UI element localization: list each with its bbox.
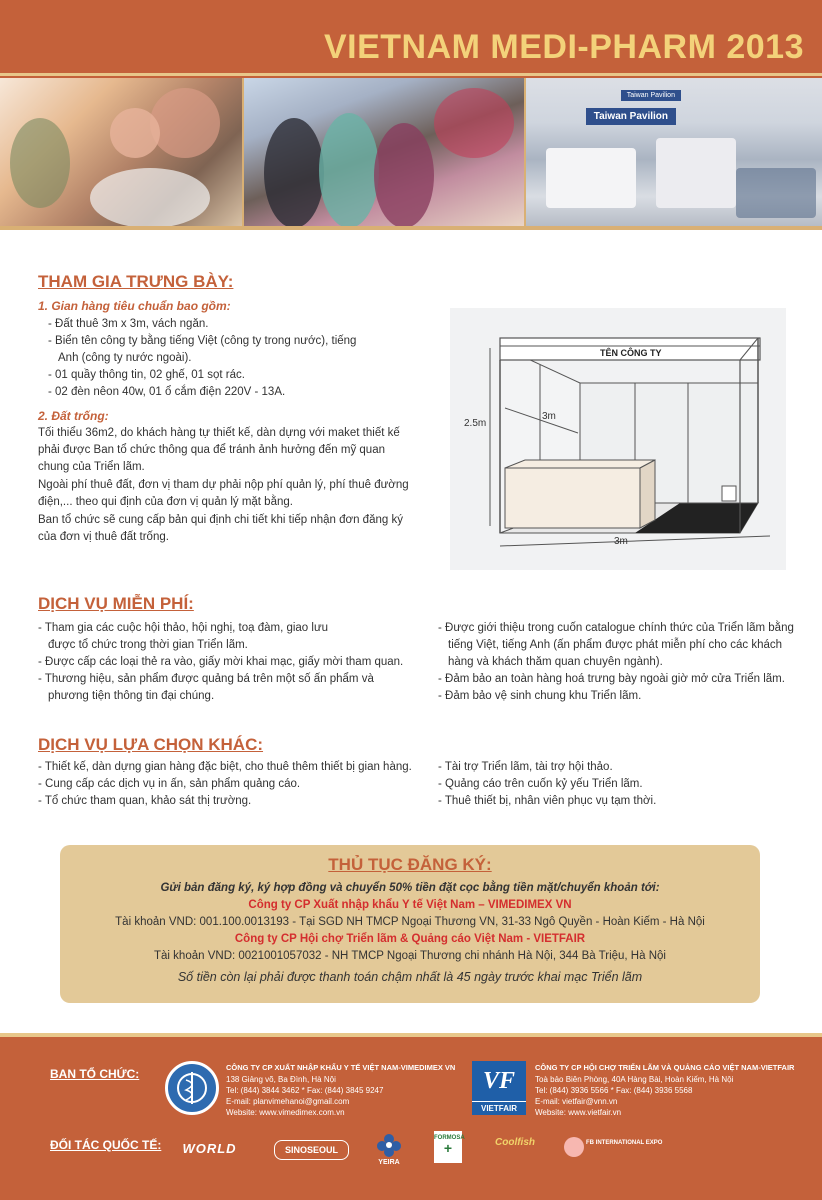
list-item: - Tài trợ Triển lãm, tài trợ hội thảo. xyxy=(438,761,613,773)
list-item: tiếng Việt, tiếng Anh (ấn phẩm được phát miễn phí cho các khách xyxy=(448,639,783,651)
registration-box xyxy=(60,845,760,1003)
page-title: VIETNAM MEDI-PHARM 2013 xyxy=(323,28,804,66)
open-space-text xyxy=(38,425,438,546)
paragraph-line: Ban tổ chức sẽ cung cấp bản qui định chi tiết khi tiếp nhận đơn đăng ký xyxy=(38,514,403,526)
caduceus-icon xyxy=(168,1064,216,1112)
org2-website[interactable]: Website: www.vietfair.vn xyxy=(535,1108,622,1117)
list-item: - Đảm bảo vệ sinh chung khu Triển lãm. xyxy=(438,690,642,702)
partner-world-logo: WORLD xyxy=(182,1141,237,1156)
account-vimedimex: Tài khoản VND: 001.100.0013193 - Tại SGD NH TMCP Ngoại Thương VN, 31-33 Ngô Quyền - Hoàn Kiếm - Hà Nội xyxy=(115,916,705,928)
open-space-heading: 2. Đất trống: xyxy=(38,409,109,423)
registration-instruction: Gửi bản đăng ký, ký hợp đồng và chuyển 50% tiền đặt cọc bằng tiền mặt/chuyển khoản tới: xyxy=(160,882,660,894)
list-item: - Quảng cáo trên cuốn kỷ yếu Triển lãm. xyxy=(438,778,643,790)
list-item: Anh (công ty nước ngoài). xyxy=(58,352,192,364)
list-item: - Tổ chức tham quan, khảo sát thị trường. xyxy=(38,795,252,807)
vietfair-logo-text: VIETFAIR xyxy=(472,1102,526,1115)
standard-booth-heading: 1. Gian hàng tiêu chuẩn bao gồm: xyxy=(38,299,231,313)
vimedimex-logo xyxy=(165,1061,219,1115)
paragraph-line: phải được Ban tổ chức thông qua để tránh ảnh hưởng đến mỹ quan xyxy=(38,444,385,456)
exhibition-photo-visitors xyxy=(0,78,242,226)
yeira-label: YEIRA xyxy=(378,1159,400,1166)
exhibition-photo-delegates xyxy=(244,78,523,226)
account-vietfair: Tài khoản VND: 0021001057032 - NH TMCP Ngoại Thương chi nhánh Hà Nội, 344 Bà Triệu, Hà Nội xyxy=(154,950,666,962)
paragraph-line: Tối thiểu 36m2, do khách hàng tự thiết kế, dàn dựng với maket thiết kế xyxy=(38,427,400,439)
list-item: hàng và khách thăm quan chuyên ngành). xyxy=(448,656,663,668)
yeira-flower-icon xyxy=(374,1131,404,1157)
section-title-other-services: DỊCH VỤ LỰA CHỌN KHÁC: xyxy=(38,735,264,754)
other-services-right xyxy=(438,759,808,810)
org2-phone: Tel: (844) 3936 5566 * Fax: (844) 3936 5568 xyxy=(535,1086,693,1095)
free-services-left xyxy=(38,620,428,705)
list-item: được tổ chức trong thời gian Triển lãm. xyxy=(48,639,248,651)
partner-yeira-logo xyxy=(372,1131,406,1169)
list-item: - Được giới thiệu trong cuốn catalogue chính thức của Triển lãm bằng xyxy=(438,622,794,634)
paragraph-line: điện,... theo qui định của đơn vị quản lý mặt bằng. xyxy=(38,496,293,508)
free-services-right xyxy=(438,620,808,705)
org1-website[interactable]: Website: www.vimedimex.com.vn xyxy=(226,1108,345,1117)
pavilion-sign-small: Taiwan Pavilion xyxy=(621,90,681,101)
partner-label: ĐỐI TÁC QUỐC TẾ: xyxy=(50,1138,162,1152)
list-item: - Đảm bảo an toàn hàng hoá trưng bày ngoài giờ mở cửa Triển lãm. xyxy=(438,673,785,685)
org2-email[interactable]: E-mail: vietfair@vnn.vn xyxy=(535,1097,618,1106)
registration-title: THỦ TỤC ĐĂNG KÝ: xyxy=(328,855,492,874)
exhibition-photo-hall xyxy=(526,78,822,226)
vietfair-logo xyxy=(472,1061,526,1115)
photo-strip xyxy=(0,78,822,230)
formosa-label: FORMOSA xyxy=(434,1135,465,1141)
partner-formosa-logo xyxy=(434,1131,465,1163)
paragraph-line: Ngoài phí thuê đất, đơn vị tham dự phải nộp phí quản lý, phí thuê đường xyxy=(38,479,409,491)
list-item: - Được cấp các loại thẻ ra vào, giấy mời khai mạc, giấy mời tham quan. xyxy=(38,656,404,668)
booth-sign-label: TÊN CÔNG TY xyxy=(600,348,662,358)
org2-address: Toà bảo Biên Phòng, 40A Hàng Bài, Hoàn Kiếm, Hà Nội xyxy=(535,1075,734,1084)
list-item: - Thuê thiết bị, nhân viên phục vụ tạm thời. xyxy=(438,795,657,807)
org1-phone: Tel: (844) 3844 3462 * Fax: (844) 3845 9247 xyxy=(226,1086,384,1095)
list-item: - Thương hiệu, sản phẩm được quảng bá trên một số ấn phẩm và xyxy=(38,673,374,685)
list-item: - 02 đèn nêon 40w, 01 ổ cắm điện 220V - 13A. xyxy=(48,386,286,398)
cross-icon: + xyxy=(443,1140,453,1156)
company-vimedimex: Công ty CP Xuất nhập khẩu Y tế Việt Nam – VIMEDIMEX VN xyxy=(248,899,572,911)
list-item: - Tham gia các cuộc hội thảo, hội nghị, toạ đàm, giao lưu xyxy=(38,622,329,634)
partner-fb-logo: FB INTERNATIONAL EXPO xyxy=(586,1140,663,1146)
footer xyxy=(0,1033,822,1200)
list-item: phương tiện thông tin đại chúng. xyxy=(48,690,215,702)
paragraph-line: chung của Triển lãm. xyxy=(38,461,145,473)
pavilion-sign: Taiwan Pavilion xyxy=(586,108,676,125)
list-item: - Thiết kế, dàn dựng gian hàng đặc biệt, cho thuê thêm thiết bị gian hàng. xyxy=(38,761,412,773)
payment-note: Số tiền còn lại phải được thanh toán chậm nhất là 45 ngày trước khai mạc Triển lãm xyxy=(177,970,643,984)
partner-coolfish-logo: Coolfish xyxy=(495,1137,535,1148)
list-item: - Biển tên công ty bằng tiếng Việt (công ty trong nước), tiếng xyxy=(48,335,357,347)
booth-height-label: 2.5m xyxy=(464,418,487,429)
org2-name: CÔNG TY CP HỘI CHỢ TRIỂN LÃM VÀ QUẢNG CÁO VIỆT NAM-VIETFAIR xyxy=(535,1063,795,1072)
section-title-free-services: DỊCH VỤ MIỄN PHÍ: xyxy=(38,594,194,613)
org1-name: CÔNG TY CP XUẤT NHẬP KHẨU Y TẾ VIỆT NAM-VIMEDIMEX VN xyxy=(226,1063,456,1072)
paragraph-line: của đơn vị thuê đất trống. xyxy=(38,531,169,543)
booth-depth-label: 3m xyxy=(542,411,556,422)
header-divider xyxy=(0,73,822,76)
header-banner xyxy=(0,0,822,78)
list-item: - Đất thuê 3m x 3m, vách ngăn. xyxy=(48,318,209,330)
other-services-left xyxy=(38,759,438,810)
list-item: - Cung cấp các dịch vụ in ấn, sản phẩm quảng cáo. xyxy=(38,778,301,790)
list-item: - 01 quầy thông tin, 02 ghế, 01 sọt rác. xyxy=(48,369,245,381)
vf-mark-icon: VF xyxy=(472,1061,526,1101)
organizer-label: BAN TỔ CHỨC: xyxy=(50,1067,140,1081)
standard-booth-list xyxy=(38,316,438,401)
booth-width-label: 3m xyxy=(614,536,628,547)
section-title-display: THAM GIA TRƯNG BÀY: xyxy=(38,272,234,291)
company-vietfair: Công ty CP Hội chợ Triển lãm & Quảng cáo Việt Nam - VIETFAIR xyxy=(234,933,586,945)
org1-email[interactable]: E-mail: planvimehanoi@gmail.com xyxy=(226,1097,350,1106)
footer-divider xyxy=(0,1033,822,1037)
org1-address: 138 Giảng võ, Ba Đình, Hà Nội xyxy=(226,1075,336,1084)
partner-sinoseoul-logo: SINOSEOUL xyxy=(274,1140,349,1160)
booth-diagram xyxy=(450,308,786,570)
partner-fb-circle-icon xyxy=(564,1137,584,1157)
